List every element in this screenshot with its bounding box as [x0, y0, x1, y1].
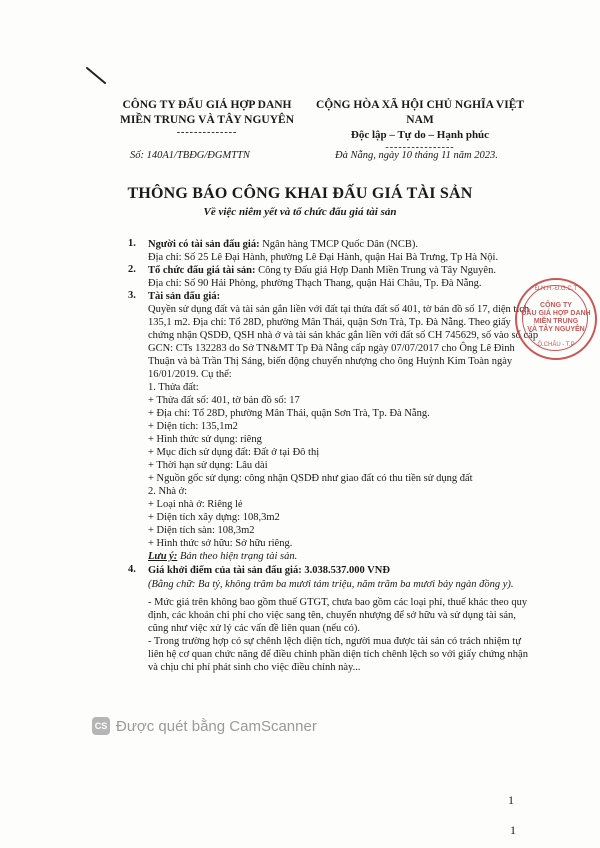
asset-line: + Thời hạn sử dụng: Lâu dài	[148, 460, 268, 471]
asset-line: 1. Thửa đất:	[148, 382, 199, 393]
section-3-number: 3.	[128, 290, 136, 301]
stamp-line4: VÀ TÂY NGUYÊN	[527, 326, 585, 333]
price-note-line: cũng như việc xử lý các vấn đề liên quan (nếu có).	[148, 623, 360, 634]
section-1-text: Ngân hàng TMCP Quốc Dân (NCB).	[259, 239, 418, 250]
asset-line: + Mục đích sử dụng đất: Đất ở tại Đô thị	[148, 447, 320, 458]
asset-line: + Loại nhà ở: Riêng lẻ	[148, 499, 243, 510]
section-1-address: Địa chỉ: Số 25 Lê Đại Hành, phường Lê Đại Hành, quận Hai Bà Trưng, Tp Hà Nội.	[148, 252, 499, 263]
price-note-line: liên hệ cơ quan chức năng để điều chỉnh phần diện tích chênh lệch so với giấy chứng nhận	[148, 649, 528, 660]
price-note-line: - Mức giá trên không bao gồm thuế GTGT, chưa bao gồm các loại phí, thuế khác theo quy	[148, 597, 528, 608]
asset-line: + Nguồn gốc sử dụng: công nhận QSDĐ như giao đất có thu tiền sử dụng đất	[148, 473, 473, 484]
asset-line: 16/01/2019. Cụ thể:	[148, 369, 232, 380]
asset-line: + Hình thức sở hữu: Sở hữu riêng.	[148, 538, 293, 549]
section-4-number: 4.	[128, 564, 136, 575]
national-header	[305, 98, 535, 153]
section-1-heading	[148, 238, 418, 251]
asset-line: + Diện tích sàn: 108,3m2	[148, 525, 255, 536]
asset-line: chứng nhận QSDĐ, QSH nhà ở và tài sản khác gắn liền với đất số CH 745629, số vào sổ cấp	[148, 330, 539, 341]
document-subtitle: Về việc niêm yết và tổ chức đấu giá tài sản	[203, 206, 397, 218]
section-2-address: Địa chỉ: Số 90 Hải Phòng, phường Thạch Thang, quận Hải Châu, Tp. Đà Nẵng.	[148, 278, 482, 289]
section-2-text: Công ty Đấu giá Hợp Danh Miền Trung và Tây Nguyên.	[255, 265, 496, 276]
asset-line: + Diện tích xây dựng: 108,3m2	[148, 512, 280, 523]
document-title: THÔNG BÁO CÔNG KHAI ĐẤU GIÁ TÀI SẢN	[127, 185, 473, 202]
camscanner-text: Được quét bằng CamScanner	[116, 717, 317, 735]
stamp-line2: ĐẤU GIÁ HỢP DANH	[521, 310, 591, 317]
asset-line: 2. Nhà ở:	[148, 486, 188, 497]
asset-line: GCN: CTs 132283 do Sở TN&MT Tp Đà Nẵng cấp ngày 07/07/2017 cho Ông Lê Đình	[148, 343, 515, 354]
company-divider: --------------	[176, 127, 238, 138]
stamp-bottom-text: Ô.CHÂU - T.P	[537, 342, 575, 348]
asset-line: + Địa chỉ: Tổ 28D, phường Mân Thái, quận Sơn Trà, Tp. Đà Nẵng.	[148, 408, 430, 419]
page-number-inner: 1	[508, 793, 514, 807]
camscanner-watermark	[92, 717, 317, 735]
section-2-label: Tổ chức đấu giá tài sản:	[148, 265, 256, 276]
asset-line: 135,1 m2. Địa chỉ: Tổ 28D, phường Mân Thái, quận Sơn Trà, Tp. Đà Nẵng. Theo giấy	[148, 317, 511, 328]
asset-line: + Diện tích: 135,1m2	[148, 421, 238, 432]
section-1-number: 1.	[128, 238, 136, 249]
company-name-line2: MIỀN TRUNG VÀ TÂY NGUYÊN	[119, 114, 294, 126]
asset-line: + Hình thức sử dụng: riêng	[148, 434, 262, 445]
page-number-outer: 1	[510, 823, 516, 837]
price-note-line: - Trong trường hợp có sự chênh lệch diện tích, người mua được tài sản có trách nhiệm tự	[148, 636, 521, 647]
note-text: Bán theo hiện trạng tài sản.	[177, 551, 298, 562]
stamp-line1: CÔNG TY	[540, 302, 572, 309]
asset-line: Quyền sử dụng đất và tài sản gắn liền với đất tại thửa đất số 401, tờ bản đồ số 17, diện tích	[148, 304, 530, 315]
pen-mark-icon	[85, 66, 109, 86]
section-2-heading	[148, 264, 496, 277]
section-1-label: Người có tài sản đấu giá:	[148, 239, 260, 250]
starting-price: Giá khởi điểm của tài sản đấu giá: 3.038.537.000 VNĐ	[148, 565, 390, 576]
asset-note	[148, 550, 297, 563]
company-name-line1: CÔNG TY ĐẤU GIÁ HỢP DANH	[122, 99, 292, 111]
section-3-label: Tài sản đấu giá:	[148, 291, 221, 302]
price-in-words: (Bằng chữ: Ba tỷ, không trăm ba mươi tám triệu, năm trăm ba mươi bảy ngàn đồng y).	[148, 579, 514, 590]
document-number: Số: 140A1/TBĐG/ĐGMTTN	[130, 150, 250, 161]
section-2-number: 2.	[128, 264, 136, 275]
company-header	[112, 98, 302, 138]
stamp-line3: MIỀN TRUNG	[533, 318, 579, 325]
price-note-line: định, các khoản chi phí cho việc sang tên, chuyển nhượng để sở hữu và sử dụng tài sản,	[148, 610, 516, 621]
price-note-line: và chịu chi phí phát sinh cho việc điều chỉnh này...	[148, 662, 361, 673]
note-label: Lưu ý:	[148, 551, 178, 562]
company-stamp	[515, 278, 597, 360]
stamp-center-text	[517, 302, 595, 334]
document-date: Đà Nẵng, ngày 10 tháng 11 năm 2023.	[335, 150, 498, 161]
stamp-top-text: * Đ.N.H.-Đ.G.C.T *	[531, 286, 581, 292]
national-divider: ----------------	[385, 142, 455, 153]
national-motto: Độc lập – Tự do – Hạnh phúc	[350, 129, 490, 141]
asset-line: + Thửa đất số: 401, tờ bản đồ số: 17	[148, 395, 300, 406]
camscanner-logo-icon: CS	[92, 717, 110, 735]
asset-line: Thuận và bà Trần Thị Sáng, biến động chuyển nhượng cho ông Huỳnh Kim Toàn ngày	[148, 356, 513, 367]
national-title: CỘNG HÒA XÃ HỘI CHỦ NGHĨA VIỆT NAM	[315, 99, 525, 126]
